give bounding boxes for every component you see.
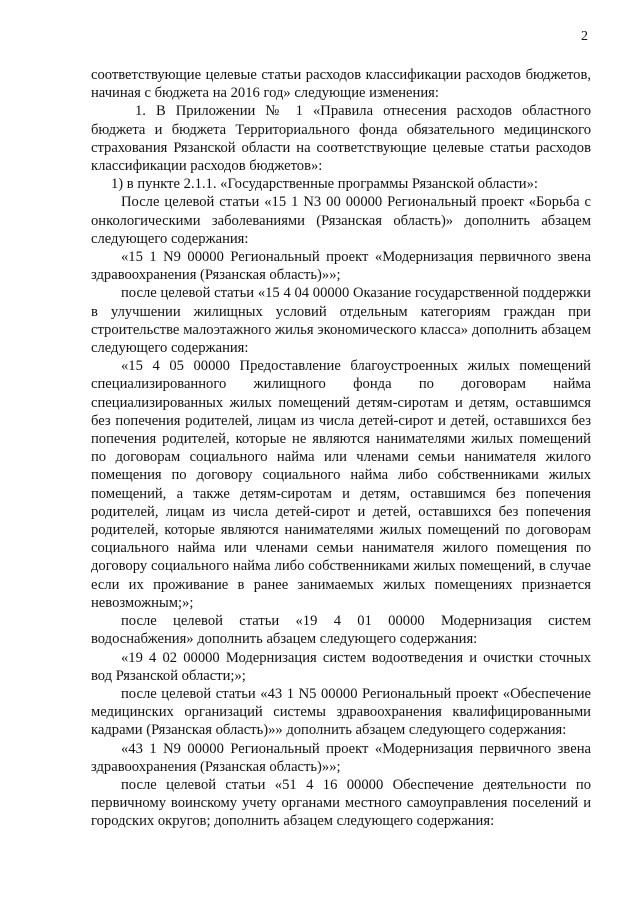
paragraph-insert-15-1-N9: «15 1 N9 00000 Региональный проект «Модернизация первичного звена здравоохранения (Рязанская область)»»; [91, 249, 591, 284]
paragraph-subitem-1: 1) в пункте 2.1.1. «Государственные программы Рязанской области»: [111, 176, 538, 193]
paragraph-insert-19-4-02: «19 4 02 00000 Модернизация систем водоотведения и очистки сточных вод Рязанской области;»; [91, 649, 591, 684]
paragraph-insert-15-4-05: «15 4 05 00000 Предоставление благоустроенных жилых помещений специализированного жилищного фонда по договорам найма специализированных жилых помещений детям-сиротам и детям, оставшимся без попечения родителей, лицам из числа детей-сирот и детей, оставшихся без попечения родителей, которые не являются нанимателями жилых помещений по договорам социального найма или членами семьи нанимателя жилого помещения по договору социального найма либо собственниками жилых помещений, а также детям-сиротам и детям, оставшимся без попечения родителей, лицам из числа детей-сирот и детей, оставшихся без попечения родителей, которые являются нанимателями жилых помещений по договорам социального найма или членами семьи нанимателя жилого помещения по договору социального найма либо собственниками жилых помещений, в случае если их проживание в ранее занимаемых жилых помещениях признается невозможным;»; [91, 358, 591, 611]
document-body [91, 66, 591, 831]
paragraph-intro-continuation: соответствующие целевые статьи расходов классификации расходов бюджетов, начиная с бюджета на 2016 год» следующие изменения: [91, 67, 591, 102]
paragraph-after-19-4-01: после целевой статьи «19 4 01 00000 Модернизация систем водоснабжения» дополнить абзацем следующего содержания: [91, 613, 591, 648]
paragraph-after-51-4-16: после целевой статьи «51 4 16 00000 Обеспечение деятельности по первичному воинскому учету органами местного самоуправления поселений и городских округов; дополнить абзацем следующего содержания: [91, 776, 591, 830]
paragraph-after-15-4-04: после целевой статьи «15 4 04 00000 Оказание государственной поддержки в улучшении жилищных условий отдельным категориям граждан при строительстве малоэтажного жилья экономического класса» дополнить абзацем следующего содержания: [91, 285, 591, 357]
page-number: 2 [581, 29, 588, 44]
paragraph-insert-43-1-N9: «43 1 N9 00000 Региональный проект «Модернизация первичного звена здравоохранения (Рязанская область)»»; [91, 740, 591, 775]
paragraph-after-43-1-N5: после целевой статьи «43 1 N5 00000 Региональный проект «Обеспечение медицинских организаций системы здравоохранения квалифицированными кадрами (Рязанская область)»» дополнить абзацем следующего содержания: [91, 685, 591, 739]
paragraph-item-1: 1. В Приложении № 1 «Правила отнесения расходов областного бюджета и бюджета Территориального фонда обязательного медицинского страхования Рязанской области на соответствующие целевые статьи расходов классификации расходов бюджетов»: [91, 103, 591, 175]
paragraph-after-15-1-N3: После целевой статьи «15 1 N3 00 00000 Региональный проект «Борьба с онкологическими заболеваниями (Рязанская область)» дополнить абзацем следующего содержания: [91, 194, 591, 247]
